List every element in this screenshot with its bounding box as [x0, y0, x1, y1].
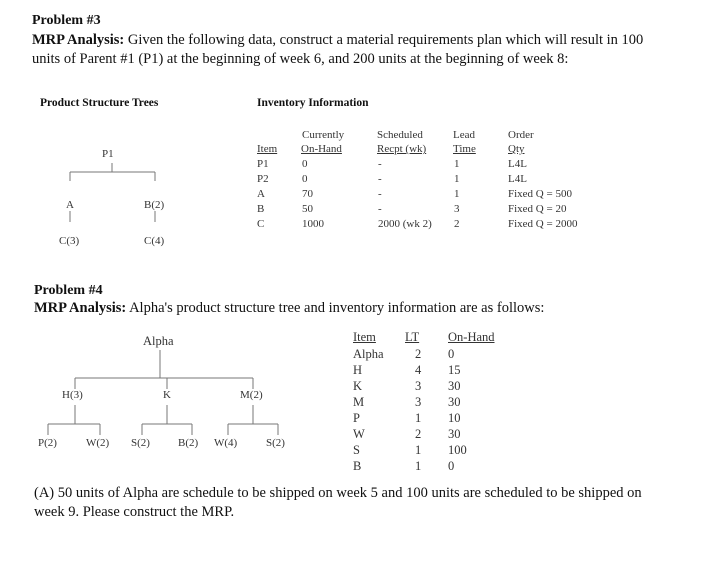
row-item: P1: [257, 158, 269, 170]
row-lead: 3: [454, 203, 460, 215]
problem3-lead: MRP Analysis:: [32, 32, 125, 48]
p4-col-on-hand: On-Hand: [448, 330, 495, 344]
row-on-hand: 0: [302, 173, 308, 185]
p4-row-on-hand: 30: [448, 427, 461, 441]
tree-node-w4: W(4): [214, 437, 238, 449]
p4-row-lt: 2: [415, 427, 422, 441]
p4-row-item: M: [353, 395, 365, 409]
p4-row-on-hand: 30: [448, 379, 461, 393]
p4-row-item: W: [353, 427, 365, 441]
col-qty: Qty: [508, 143, 525, 155]
p4-row-item: H: [353, 363, 363, 377]
problem4-text: Alpha's product structure tree and inventory information are as follows:: [126, 300, 545, 316]
p4-row-lt: 1: [415, 443, 422, 457]
row-recpt: -: [378, 173, 382, 185]
col-order: Order: [508, 129, 534, 141]
p4-row-on-hand: 30: [448, 395, 461, 409]
tree-node-m2: M(2): [240, 389, 263, 401]
row-recpt: -: [378, 158, 382, 170]
row-on-hand: 0: [302, 158, 308, 170]
inventory-heading: Inventory Information: [257, 97, 369, 109]
row-recpt: 2000 (wk 2): [378, 218, 432, 230]
tree-node-h3: H(3): [62, 389, 83, 401]
p4-row-item: P: [353, 411, 360, 425]
p4-row-item: K: [353, 379, 363, 393]
p4-row-on-hand: 15: [448, 363, 461, 377]
tree-node-p1: P1: [102, 148, 114, 160]
problem4-part-a: (A) 50 units of Alpha are schedule to be shipped on week 5 and 100 units are scheduled to be shipped on week 9. Please construct the MRP.: [34, 485, 642, 520]
row-item: P2: [257, 173, 269, 185]
col-on-hand: On-Hand: [301, 143, 342, 155]
p4-row-on-hand: 10: [448, 411, 461, 425]
p4-row-lt: 2: [415, 347, 422, 361]
tree-node-k: K: [163, 389, 171, 401]
row-qty: L4L: [508, 173, 527, 185]
tree-node-b2: B(2): [178, 437, 199, 449]
row-item: A: [257, 188, 265, 200]
tree-node-a: A: [66, 199, 74, 211]
tree-node-w2: W(2): [86, 437, 110, 449]
tree-node-p2: P(2): [38, 437, 57, 449]
p4-row-lt: 1: [415, 411, 422, 425]
tree-node-s2b: S(2): [266, 437, 285, 449]
p4-row-on-hand: 100: [448, 443, 467, 457]
row-on-hand: 1000: [302, 218, 324, 230]
p4-col-item: Item: [353, 330, 376, 344]
row-qty: Fixed Q = 2000: [508, 218, 578, 230]
tree-node-alpha: Alpha: [143, 334, 174, 348]
row-lead: 1: [454, 173, 460, 185]
p4-row-lt: 4: [415, 363, 422, 377]
col-item: Item: [257, 143, 278, 155]
row-item: C: [257, 218, 265, 230]
row-recpt: -: [378, 203, 382, 215]
problem4-title: Problem #4: [34, 283, 103, 298]
col-lead: Lead: [453, 129, 475, 141]
row-lead: 1: [454, 158, 460, 170]
problem3-title: Problem #3: [32, 13, 101, 28]
p4-row-on-hand: 0: [448, 347, 455, 361]
p4-col-lt: LT: [405, 330, 420, 344]
row-on-hand: 50: [302, 203, 313, 215]
row-item: B: [257, 203, 265, 215]
tree-node-s2: S(2): [131, 437, 150, 449]
p4-row-on-hand: 0: [448, 459, 455, 473]
p4-row-item: B: [353, 459, 362, 473]
col-scheduled: Scheduled: [377, 129, 423, 141]
tree-node-c4: C(4): [144, 235, 165, 247]
row-lead: 1: [454, 188, 460, 200]
tree-node-c3: C(3): [59, 235, 80, 247]
row-on-hand: 70: [302, 188, 313, 200]
p4-row-item: Alpha: [353, 347, 384, 361]
p4-row-item: S: [353, 443, 360, 457]
product-structure-heading: Product Structure Trees: [40, 97, 159, 109]
p4-row-lt: 3: [415, 395, 422, 409]
row-qty: L4L: [508, 158, 527, 170]
col-currently: Currently: [302, 129, 345, 141]
row-qty: Fixed Q = 500: [508, 188, 572, 200]
p4-row-lt: 3: [415, 379, 422, 393]
p4-row-lt: 1: [415, 459, 422, 473]
col-recpt: Recpt (wk): [377, 143, 427, 155]
problem3-text: Given the following data, construct a material requirements plan which will result in 100 units of Parent #1 (P1) at the beginning of week 6, and 200 units at the beginning of week 8:: [32, 32, 644, 67]
row-qty: Fixed Q = 20: [508, 203, 567, 215]
col-time: Time: [453, 143, 476, 155]
problem4-lead: MRP Analysis:: [34, 300, 127, 316]
tree-node-b: B(2): [144, 199, 165, 211]
row-recpt: -: [378, 188, 382, 200]
row-lead: 2: [454, 218, 460, 230]
